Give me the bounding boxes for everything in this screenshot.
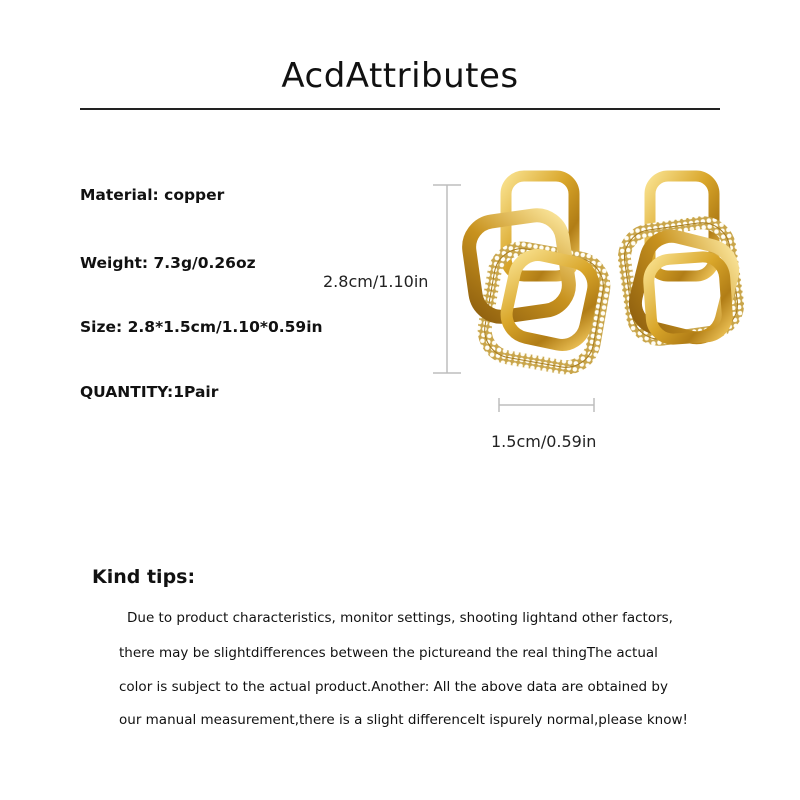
width-dimension-label: 1.5cm/0.59in: [491, 432, 597, 451]
tip-line: there may be slightdifferences between the pictureand the real thingThe actual: [119, 645, 658, 661]
width-dimension-line: [499, 398, 594, 412]
attribute-weight: Weight: 7.3g/0.26oz: [80, 254, 256, 272]
attribute-quantity: QUANTITY:1Pair: [80, 383, 219, 401]
height-dimension-label: 2.8cm/1.10in: [323, 272, 429, 291]
earring-left: [466, 176, 608, 372]
earring-right: [621, 176, 741, 343]
tip-line: our manual measurement,there is a slight differenceIt ispurely normal,please know!: [119, 712, 688, 728]
height-dimension-line: [433, 185, 461, 373]
kind-tips-heading: Kind tips:: [92, 566, 196, 588]
page-title: AcdAttributes: [281, 56, 519, 96]
attribute-material: Material: copper: [80, 186, 225, 204]
attribute-size: Size: 2.8*1.5cm/1.10*0.59in: [80, 318, 323, 336]
tip-line: Due to product characteristics, monitor settings, shooting lightand other factors,: [127, 610, 673, 626]
tip-line: color is subject to the actual product.Another: All the above data are obtained by: [119, 679, 668, 695]
